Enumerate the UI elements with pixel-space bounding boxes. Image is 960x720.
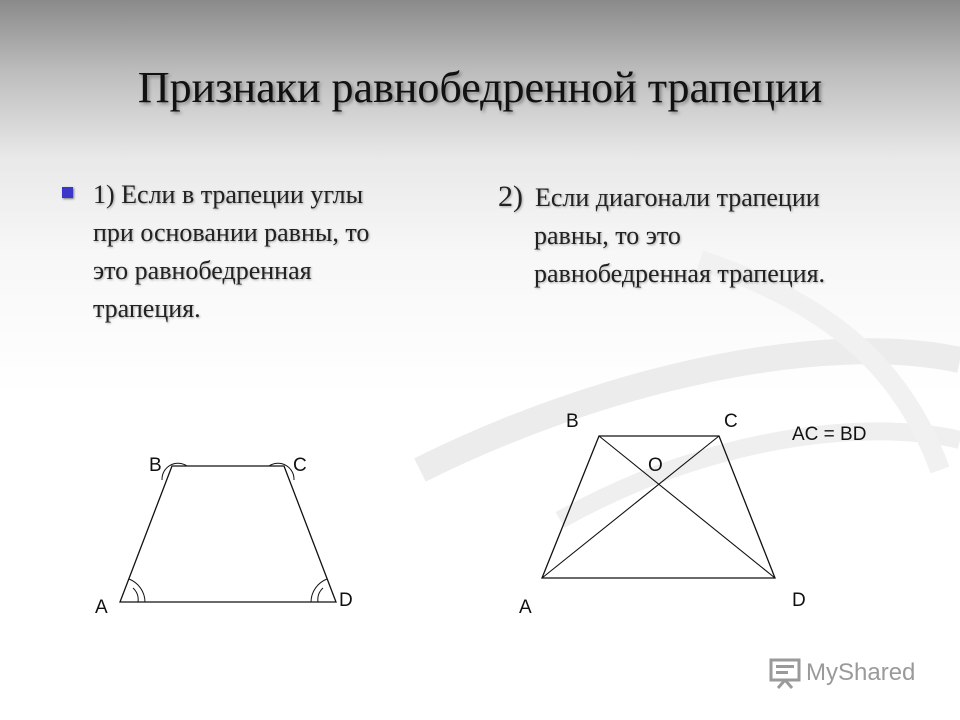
vertex-label-c: C [293, 455, 307, 476]
slide-title: Признаки равнобедренной трапеции [137, 63, 823, 112]
criterion-1-line: трапеция. [93, 294, 201, 323]
criterion-1-line: это равнобедренная [93, 256, 312, 285]
vertex-label-a: A [95, 597, 108, 618]
vertex-label-b: B [149, 455, 162, 476]
diagonal-bd [599, 436, 775, 578]
criterion-2-line: равнобедренная трапеция. [534, 259, 826, 288]
criterion-1-line: при основании равны, то [93, 218, 370, 247]
vertex-label-b: B [566, 411, 579, 432]
vertex-label-a: A [519, 597, 532, 618]
intersection-label-o: O [648, 455, 663, 476]
presentation-board-icon [768, 656, 802, 690]
criterion-2-number: 2) [498, 180, 523, 213]
watermark [768, 656, 915, 690]
criterion-2-line: Если диагонали трапеции [535, 183, 820, 212]
watermark-text: MyShared [806, 659, 916, 686]
diagonal-ac [542, 436, 719, 578]
vertex-label-d: D [792, 590, 806, 611]
criterion-2-line: равны, то это [534, 221, 681, 250]
criterion-1-line: 1) Если в трапеции углы [93, 180, 364, 209]
diagonal-equality: AC = BD [792, 424, 867, 445]
vertex-label-d: D [339, 590, 353, 611]
vertex-label-c: C [724, 411, 738, 432]
